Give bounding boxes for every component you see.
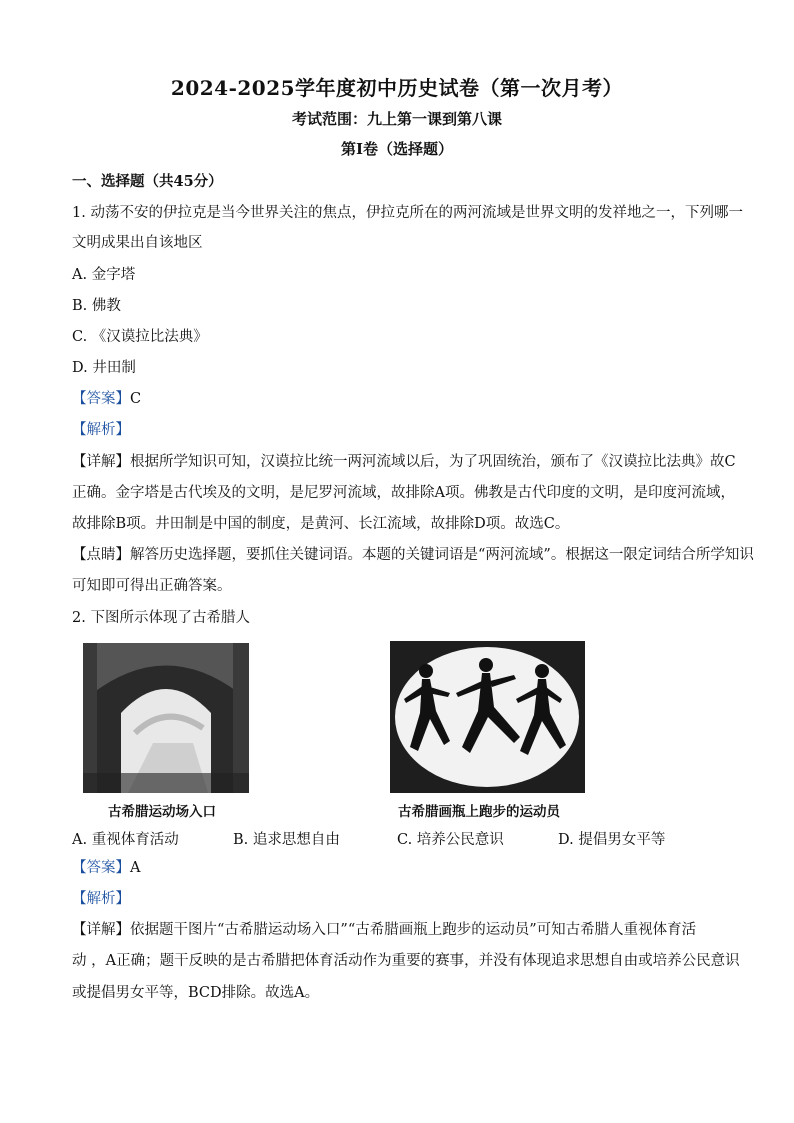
q2-analysis-tag: 【解析】 bbox=[72, 891, 130, 907]
exam-title: 2024-2025学年度初中历史试卷（第一次月考） bbox=[170, 76, 624, 100]
q1-tip-line2: 可知即可得出正确答案。 bbox=[72, 578, 232, 594]
q2-detail-line2: 动 ，A正确；题干反映的是古希腊把体育活动作为重要的赛事，并没有体现追求思想自由或培养公民意识 bbox=[72, 953, 740, 969]
q2-option-d: D. 提倡男女平等 bbox=[558, 832, 666, 848]
q1-option-a: A. 金字塔 bbox=[72, 267, 136, 283]
exam-scope: 考试范围：九上第一课到第八课 bbox=[291, 110, 502, 128]
image2-caption: 古希腊画瓶上跑步的运动员 bbox=[398, 804, 560, 820]
q1-option-d: D. 井田制 bbox=[72, 360, 136, 376]
q2-detail-line1: 【详解】依据题干图片“古希腊运动场入口”“古希腊画瓶上跑步的运动员”可知古希腊人重视体育活 bbox=[72, 922, 697, 938]
q2-option-c: C. 培养公民意识 bbox=[397, 832, 504, 848]
q1-detail-line3: 故排除B项。井田制是中国的制度，是黄河、长江流域，故排除D项。故选C。 bbox=[72, 516, 570, 532]
q2-detail-line3: 或提倡男女平等，BCD排除。故选A。 bbox=[72, 985, 320, 1001]
q1-detail-line1: 【详解】根据所学知识可知，汉谟拉比统一两河流域以后，为了巩固统治，颁布了《汉谟拉比法典》故C bbox=[72, 454, 736, 470]
vase-runners-image bbox=[390, 641, 585, 793]
q1-option-b: B. 佛教 bbox=[72, 298, 121, 314]
q2-stem: 2. 下图所示体现了古希腊人 bbox=[72, 610, 250, 626]
q1-option-c: C. 《汉谟拉比法典》 bbox=[72, 329, 208, 345]
q2-option-a: A. 重视体育活动 bbox=[72, 832, 179, 848]
answer-tag: 【答案】 bbox=[72, 391, 130, 407]
detail-tag: 【详解】 bbox=[72, 922, 130, 938]
stadium-entrance-image bbox=[83, 643, 249, 793]
tip-tag: 【点睛】 bbox=[72, 547, 130, 563]
answer-value: A bbox=[130, 860, 141, 876]
q1-tip-line1: 【点睛】解答历史选择题，要抓住关键词语。本题的关键词语是“两河流域”。根据这一限定词结合所学知识 bbox=[72, 547, 754, 563]
detail-tag: 【详解】 bbox=[72, 454, 130, 470]
volume-heading: 第Ⅰ卷（选择题） bbox=[340, 140, 454, 158]
q1-stem-line2: 文明成果出自该地区 bbox=[72, 235, 203, 251]
section-heading: 一、选择题（共45分） bbox=[72, 173, 223, 190]
q2-answer bbox=[72, 858, 728, 878]
q1-analysis-tag: 【解析】 bbox=[72, 422, 130, 438]
q1-answer bbox=[72, 389, 728, 409]
q1-stem-line1: 1. 动荡不安的伊拉克是当今世界关注的焦点，伊拉克所在的两河流域是世界文明的发祥地之一，下列哪一 bbox=[72, 205, 743, 221]
answer-tag: 【答案】 bbox=[72, 860, 130, 876]
q2-option-b: B. 追求思想自由 bbox=[233, 832, 340, 848]
image1-caption: 古希腊运动场入口 bbox=[108, 804, 216, 820]
answer-value: C bbox=[130, 391, 142, 407]
q1-detail-line2: 正确。金字塔是古代埃及的文明，是尼罗河流域，故排除A项。佛教是古代印度的文明，是印度河流域， bbox=[72, 485, 735, 501]
